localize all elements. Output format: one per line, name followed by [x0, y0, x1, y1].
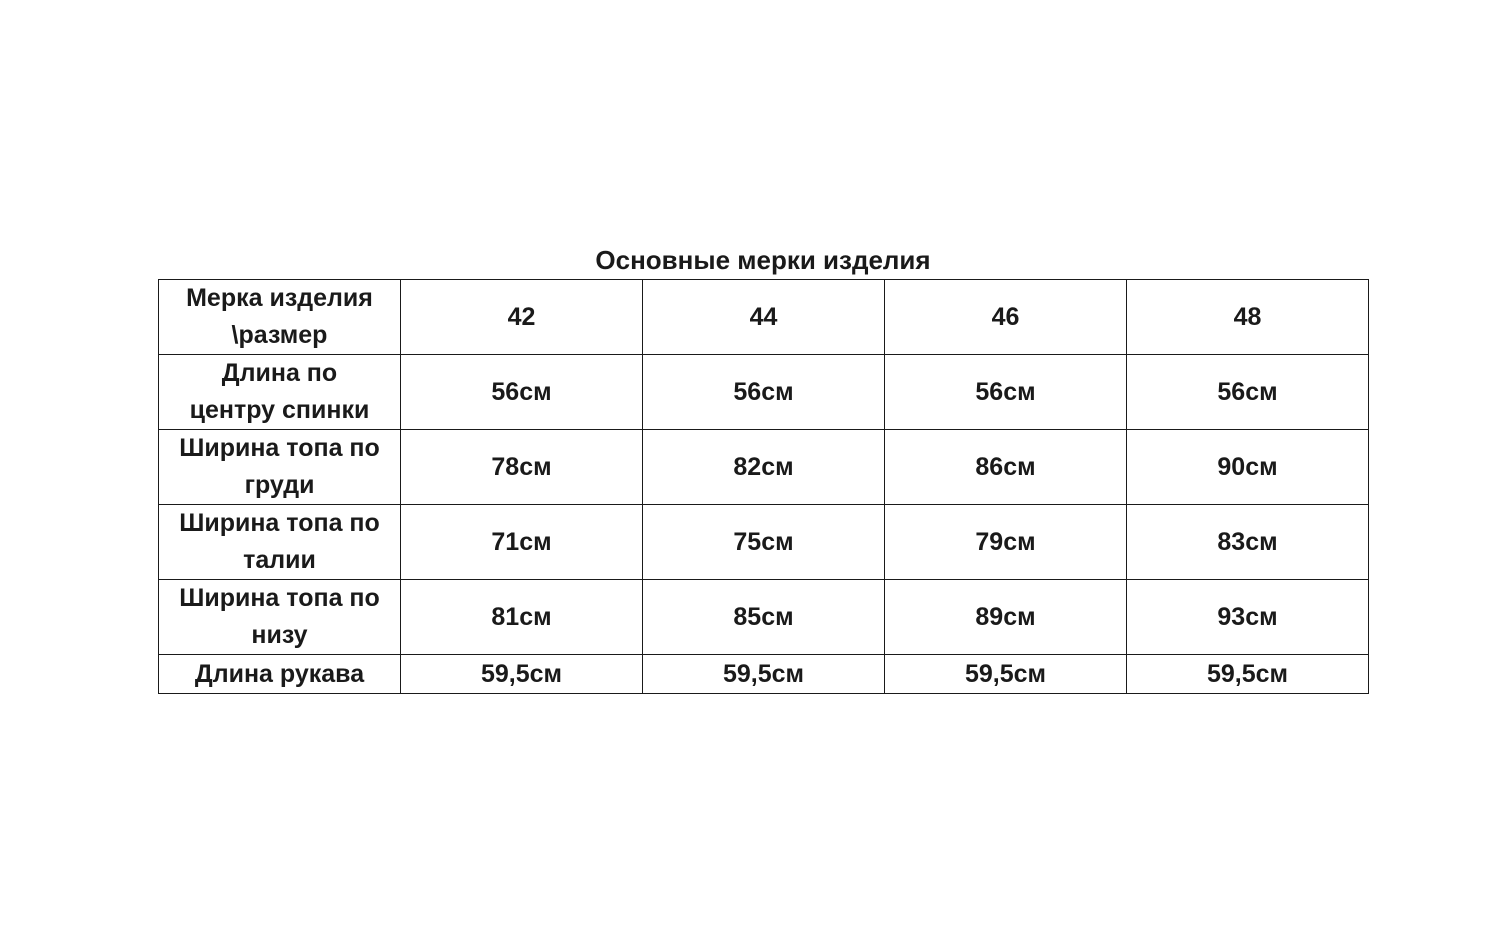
value-cell: 86см — [885, 430, 1127, 505]
value-cell: 81см — [401, 580, 643, 655]
row-label-line1: Ширина топа по — [179, 434, 380, 462]
row-label-line1: Ширина топа по — [179, 584, 380, 612]
row-label-line1: Ширина топа по — [179, 509, 380, 537]
header-label-line1: Мерка изделия — [186, 284, 373, 312]
table-row — [159, 580, 1369, 655]
value-cell: 90см — [1127, 430, 1369, 505]
value-cell: 59,5см — [401, 655, 643, 694]
table-row — [159, 505, 1369, 580]
value-cell: 59,5см — [1127, 655, 1369, 694]
row-label-line2: талии — [243, 546, 316, 574]
value-cell: 85см — [643, 580, 885, 655]
value-cell: 56см — [401, 355, 643, 430]
value-cell: 56см — [1127, 355, 1369, 430]
size-header-cell: 48 — [1127, 280, 1369, 355]
table-row — [159, 355, 1369, 430]
header-label-cell — [159, 280, 401, 355]
table-header-row — [159, 280, 1369, 355]
size-header-cell: 42 — [401, 280, 643, 355]
value-cell: 78см — [401, 430, 643, 505]
table-row — [159, 655, 1369, 694]
value-cell: 71см — [401, 505, 643, 580]
row-label-line2: груди — [244, 471, 315, 499]
row-label-line1: Длина по — [221, 359, 338, 387]
size-header-cell: 44 — [643, 280, 885, 355]
value-cell: 56см — [643, 355, 885, 430]
row-label-cell — [159, 355, 401, 430]
size-header-cell: 46 — [885, 280, 1127, 355]
value-cell: 56см — [885, 355, 1127, 430]
value-cell: 82см — [643, 430, 885, 505]
row-label-line2: низу — [251, 621, 308, 649]
table-title: Основные мерки изделия — [595, 245, 931, 275]
value-cell: 83см — [1127, 505, 1369, 580]
table-row — [159, 430, 1369, 505]
row-label-cell — [159, 655, 401, 694]
row-label-cell — [159, 430, 401, 505]
value-cell: 93см — [1127, 580, 1369, 655]
row-label-line1: Длина рукава — [194, 660, 365, 688]
row-label-line2: центру спинки — [189, 396, 370, 424]
size-chart-table — [158, 279, 1369, 694]
value-cell: 75см — [643, 505, 885, 580]
value-cell: 79см — [885, 505, 1127, 580]
row-label-cell — [159, 580, 401, 655]
value-cell: 59,5см — [885, 655, 1127, 694]
header-label-line2: \размер — [231, 321, 328, 349]
row-label-cell — [159, 505, 401, 580]
value-cell: 89см — [885, 580, 1127, 655]
value-cell: 59,5см — [643, 655, 885, 694]
